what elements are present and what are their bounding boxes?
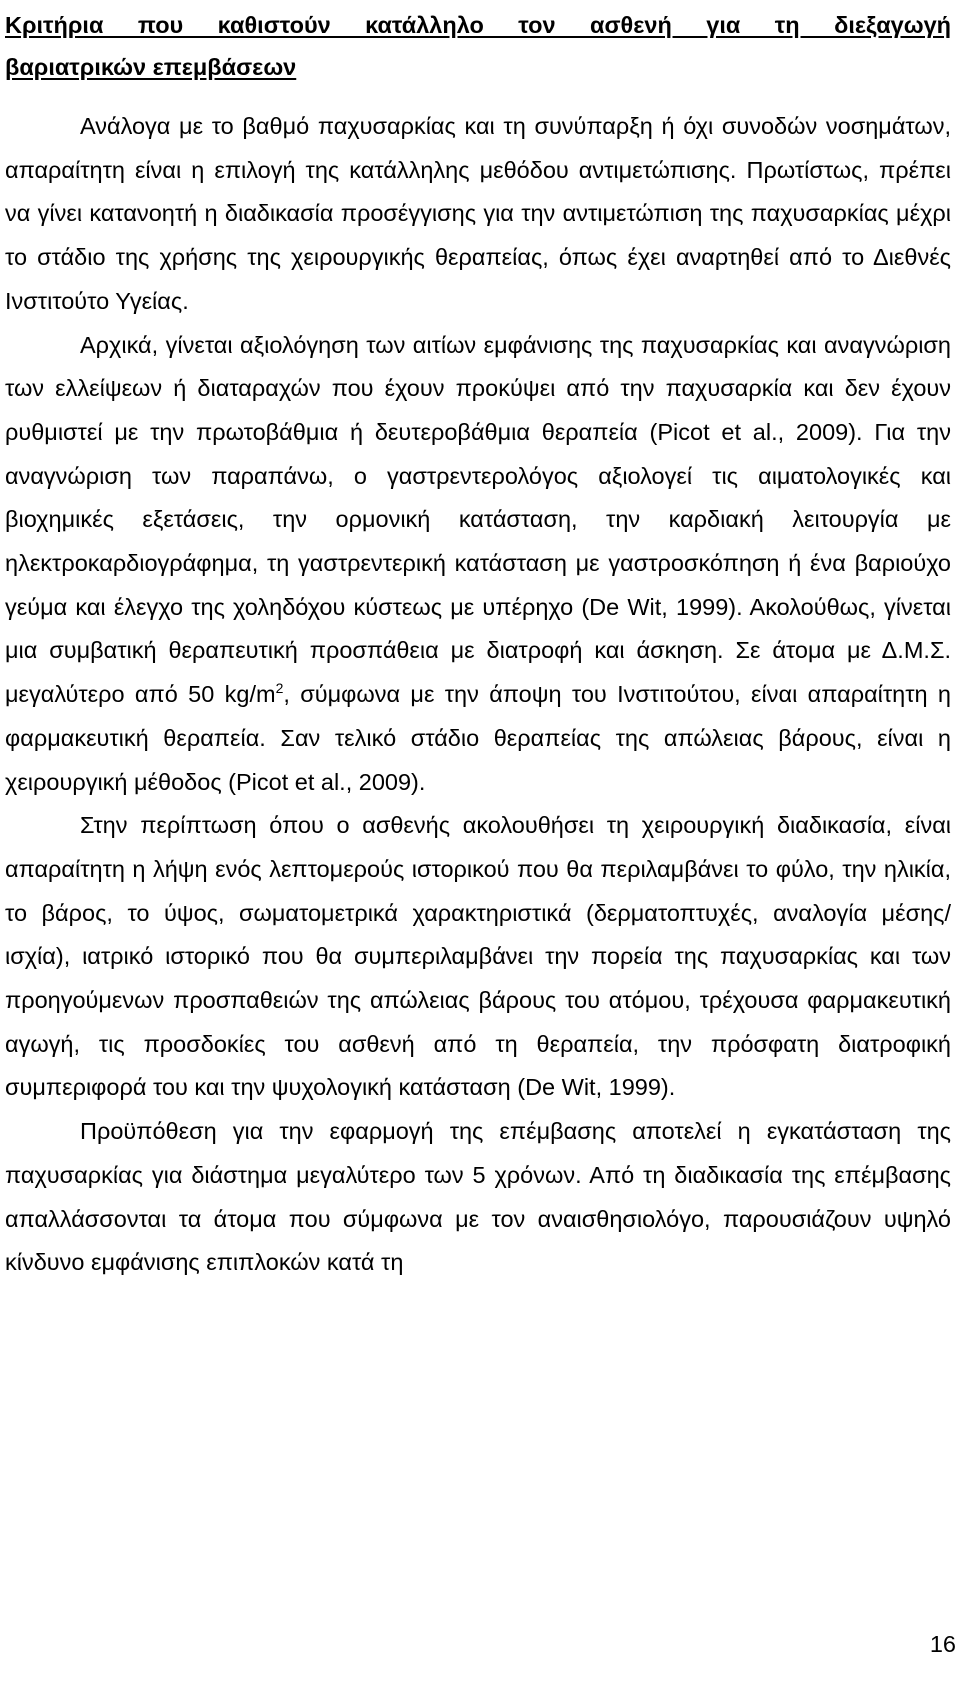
paragraph-3: Στην περίπτωση όπου ο ασθενής ακολουθήσει τη χειρουργική διαδικασία, είναι απαραίτητη η λήψη ενός λεπτομερούς ιστορικού που θα περιλαμβάνει το φύλο, την ηλικία, το βάρος, το ύψος, σωματομετρικά χαρακτηριστικά (δερματοπτυχές, αναλογία μέσης/ ισχία), ιατρικό ιστορικό που θα συμπεριλαμβάνει την πορεία της παχυσαρκίας και των προηγούμενων προσπαθειών της απώλειας βάρους του ατόμου, τρέχουσα φαρμακευτική αγωγή, τις προσδοκίες του ασθενή από τη θεραπεία, την πρόσφατη διατροφική συμπεριφορά του και την ψυχολογική κατάσταση (De Wit, 1999). — [5, 812, 951, 1101]
heading-line-1: Κριτήρια που καθιστούν κατάλληλο τον ασθενή για τη διεξαγωγή — [5, 12, 951, 38]
superscript: 2 — [275, 680, 284, 697]
paragraph-2-text-a: Αρχικά, γίνεται αξιολόγηση των αιτίων εμφάνισης της παχυσαρκίας και αναγνώριση των ελλείψεων ή διαταραχών που έχουν προκύψει από την παχυσαρκία και δεν έχουν ρυθμιστεί με την πρωτοβάθμια ή δευτεροβάθμια θεραπεία (Picot et al., 2009). Για την αναγνώριση των παραπάνω, ο γαστρεντερολόγος αξιολογεί τις αιματολογικές και βιοχημικές εξετάσεις, την ορμονική κατάσταση, την καρδιακή λειτουργία με ηλεκτροκαρδιογράφημα, τη γαστρεντερική κατάσταση με γαστροσκόπηση ή ένα βαριούχο γεύμα και έλεγχο της χοληδόχου κύστεως με υπέρηχο (De Wit, 1999). Ακολούθως, γίνεται μια συμβατική θεραπευτική προσπάθεια με διατροφή και άσκηση. Σε άτομα με Δ.Μ.Σ. μεγαλύτερο από 50 kg/m — [5, 331, 951, 708]
document-page — [5, 0, 951, 1285]
paragraph-2-text-b: , σύμφωνα με την άποψη του Ινστιτούτου, είναι απαραίτητη η φαρμακευτική θεραπεία. Σαν τελικό στάδιο θεραπείας της απώλειας βάρους, είναι η χειρουργική μέθοδος (Picot et al., 2009). — [5, 681, 951, 795]
page-number: 16 — [929, 1631, 956, 1657]
paragraph-1: Ανάλογα με το βαθμό παχυσαρκίας και τη συνύπαρξη ή όχι συνοδών νοσημάτων, απαραίτητη είναι η επιλογή της κατάλληλης μεθόδου αντιμετώπισης. Πρωτίστως, πρέπει να γίνει κατανοητή η διαδικασία προσέγγισης για την αντιμετώπιση της παχυσαρκίας μέχρι το στάδιο της χρήσης της χειρουργικής θεραπείας, όπως έχει αναρτηθεί από το Διεθνές Ινστιτούτο Υγείας. — [5, 113, 951, 314]
section-heading — [5, 4, 951, 88]
paragraph-4: Προϋπόθεση για την εφαρμογή της επέμβασης αποτελεί η εγκατάσταση της παχυσαρκίας για διάστημα μεγαλύτερο των 5 χρόνων. Από τη διαδικασία της επέμβασης απαλλάσσονται τα άτομα που σύμφωνα με τον αναισθησιολόγο, παρουσιάζουν υψηλό κίνδυνο εμφάνισης επιπλοκών κατά τη — [5, 1118, 951, 1276]
paragraph-2 — [5, 324, 951, 805]
heading-line-2: βαριατρικών επεμβάσεων — [5, 54, 297, 80]
